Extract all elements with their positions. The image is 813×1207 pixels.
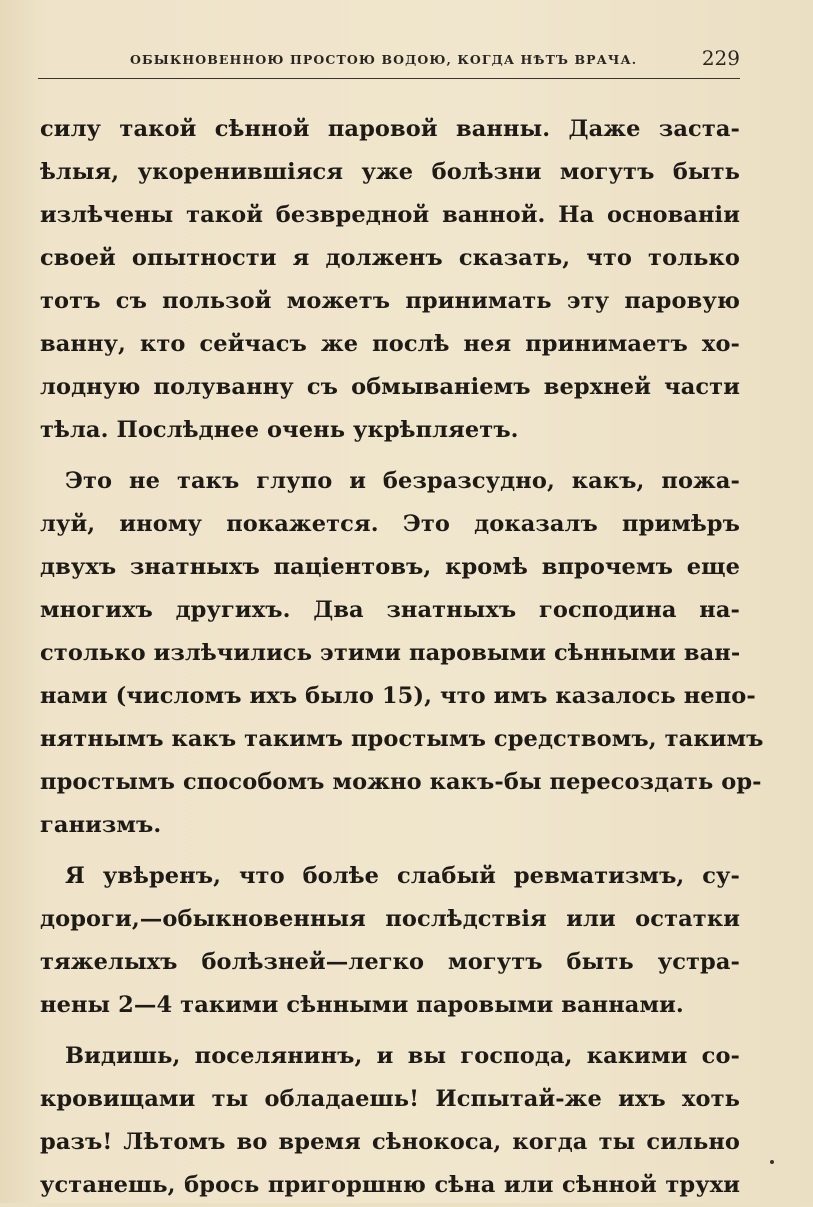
text-line: силу такой сѣнной паровой ванны. Даже заста- bbox=[40, 116, 740, 142]
text-line: Я увѣренъ, что болѣе слабый ревматизмъ, су- bbox=[65, 863, 740, 889]
text-line: многихъ другихъ. Два знатныхъ господина на- bbox=[40, 597, 740, 623]
text-line: ванну, кто сейчасъ же послѣ нея принимаетъ хо- bbox=[40, 331, 740, 357]
body-text bbox=[40, 108, 764, 1207]
text-line: Это не такъ глупо и безразсудно, какъ, пожа- bbox=[65, 468, 740, 494]
text-line: разъ! Лѣтомъ во время сѣнокоса, когда ты сильно bbox=[40, 1129, 740, 1155]
running-head: ОБЫКНОВЕННОЮ ПРОСТОЮ ВОДОЮ, КОГДА НѢТЪ ВРАЧА. bbox=[130, 52, 638, 67]
header-rule bbox=[38, 78, 740, 79]
text-line: своей опытности я долженъ сказать, что только bbox=[40, 245, 740, 271]
text-line: нами (числомъ ихъ было 15), что имъ казалось непо- bbox=[40, 683, 756, 709]
text-line: тотъ съ пользой можетъ принимать эту паровую bbox=[40, 288, 740, 314]
text-line: простымъ способомъ можно какъ-бы пересоздать ор- bbox=[40, 769, 762, 795]
page-header bbox=[130, 46, 740, 76]
ink-speck bbox=[770, 1160, 774, 1164]
text-line: излѣчены такой безвредной ванной. На основаніи bbox=[40, 202, 740, 228]
text-line: нены 2—4 такими сѣнными паровыми ваннами. bbox=[40, 992, 684, 1018]
text-line: тѣла. Послѣднее очень укрѣпляетъ. bbox=[40, 417, 519, 443]
paragraph-gap bbox=[40, 1027, 740, 1035]
text-line: тяжелыхъ болѣзней—легко могутъ быть устра- bbox=[40, 949, 740, 975]
text-line: кровищами ты обладаешь! Испытай-же ихъ хоть bbox=[40, 1086, 740, 1112]
text-line: устанешь, брось пригоршню сѣна или сѣнной трухи bbox=[40, 1172, 740, 1198]
text-line: нятнымъ какъ такимъ простымъ средствомъ, такимъ bbox=[40, 726, 764, 752]
text-line: Видишь, поселянинъ, и вы господа, какими со- bbox=[65, 1043, 740, 1069]
text-line: дороги,—обыкновенныя послѣдствія или остатки bbox=[40, 906, 740, 932]
page-number: 229 bbox=[701, 46, 740, 70]
text-line: ганизмъ. bbox=[40, 812, 162, 838]
text-line: лодную полуванну съ обмываніемъ верхней части bbox=[40, 374, 740, 400]
paragraph-gap bbox=[40, 847, 740, 855]
paragraph-gap bbox=[40, 452, 740, 460]
text-line: луй, иному покажется. Это доказалъ примѣръ bbox=[40, 511, 740, 537]
text-line: столько излѣчились этими паровыми сѣнными ван- bbox=[40, 640, 741, 666]
text-line: ѣлыя, укоренившіяся уже болѣзни могутъ быть bbox=[40, 159, 740, 185]
text-line: двухъ знатныхъ паціентовъ, кромѣ впрочемъ еще bbox=[40, 554, 740, 580]
